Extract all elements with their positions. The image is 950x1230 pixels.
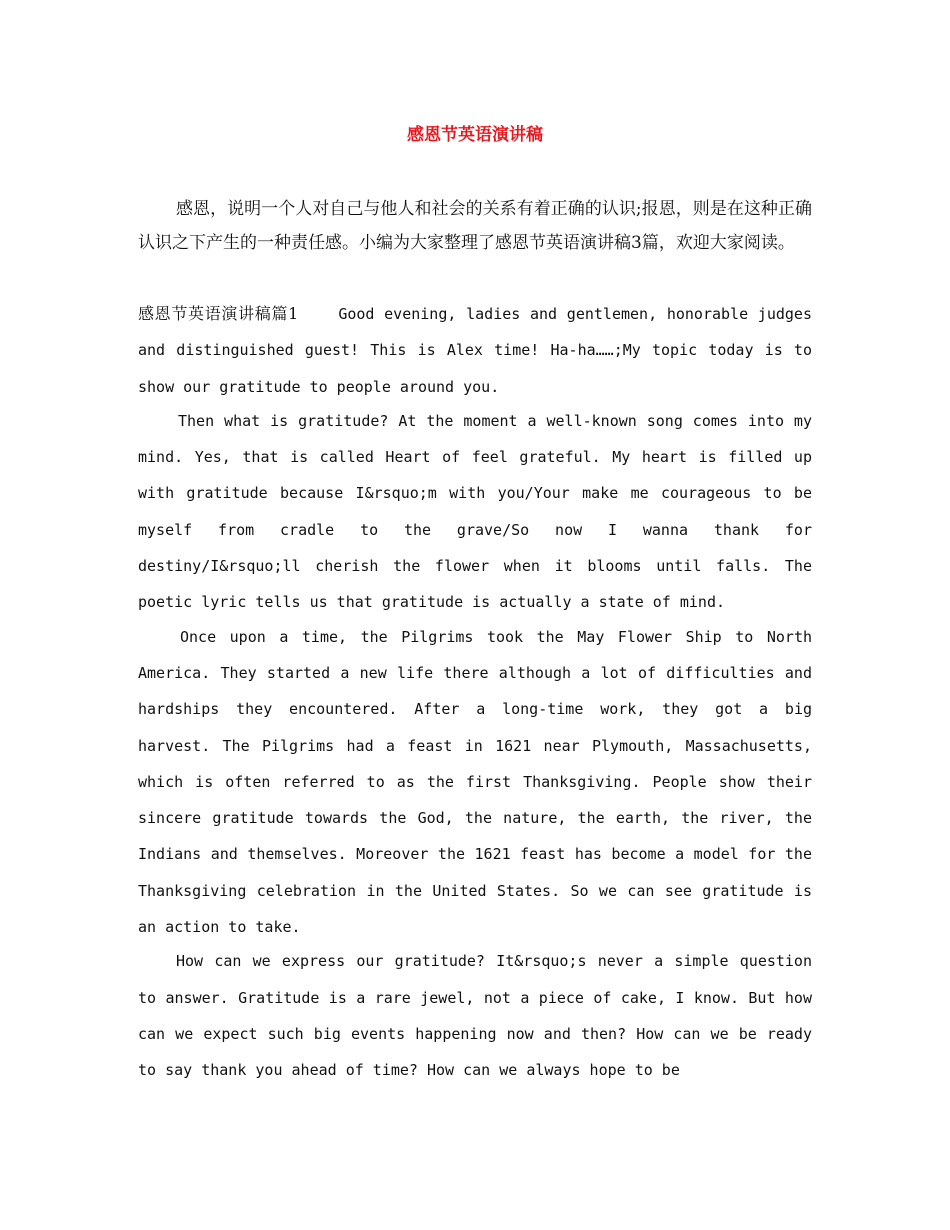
speech-body bbox=[138, 296, 812, 1087]
paragraph-2: Then what is gratitude? At the moment a well-known song comes into my mind. Yes, that is called Heart of feel grateful. My heart is filled up with gratitude because I&rsquo;m with you/Your make me courageous to be myself from cradle to the grave/So now I wanna thank for destiny/I&rsquo;ll cherish the flower when it blooms until falls. The poetic lyric tells us that gratitude is actually a state of mind. bbox=[138, 411, 812, 612]
paragraph-1 bbox=[138, 296, 812, 405]
section-heading: 感恩节英语演讲稿篇1 bbox=[138, 304, 299, 323]
paragraph-1-text: Good evening, ladies and gentlemen, honorable judges and distinguished guest! This is Alex time! Ha-ha……;My topic today is to show our gratitude to people around you. bbox=[138, 305, 812, 396]
document-title: 感恩节英语演讲稿 bbox=[407, 125, 543, 145]
paragraph-4: How can we express our gratitude? It&rsquo;s never a simple question to answer. Gratitude is a rare jewel, not a piece of cake, I know. But how can we expect such big events happening now and then? How can we be ready to say thank you ahead of time? How can we always hope to be bbox=[138, 952, 812, 1080]
paragraph-3: Once upon a time, the Pilgrims took the May Flower Ship to North America. They started a new life there although a lot of difficulties and hardships they encountered. After a long-time work, they got a big harvest. The Pilgrims had a feast in 1621 near Plymouth, Massachusetts, which is often referred to as the first Thanksgiving. People show their sincere gratitude towards the God, the nature, the earth, the river, the Indians and themselves. Moreover the 1621 feast has become a model for the Thanksgiving celebration in the United States. So we can see gratitude is an action to take. bbox=[138, 627, 812, 937]
intro-paragraph: 感恩，说明一个人对自己与他人和社会的关系有着正确的认识;报恩，则是在这种正确认识之下产生的一种责任感。小编为大家整理了感恩节英语演讲稿3篇，欢迎大家阅读。 bbox=[138, 199, 812, 253]
